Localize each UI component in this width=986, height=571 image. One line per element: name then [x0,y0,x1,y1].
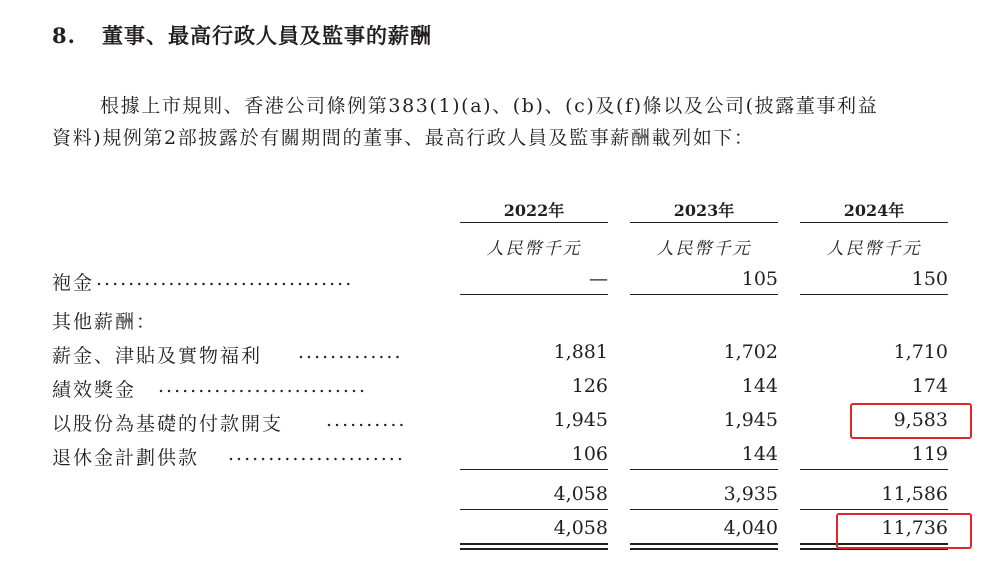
row-label-salaries: 薪金、津貼及實物福利 [52,345,263,367]
subtotal-rule-2023 [630,509,778,510]
pension-rule-2023 [630,469,778,470]
fees-rule-2022 [460,294,608,295]
unit-label-2023: 人民幣千元 [656,239,752,259]
column-header-2024: 2024年 [843,201,905,220]
value-salaries-2022: 1,881 [553,341,608,363]
value-fees-2022: — [589,268,608,290]
row-label-bonus: 績效獎金 [52,379,137,401]
header-rule-2022 [460,222,608,223]
value-salaries-2023: 1,702 [723,341,778,363]
row-label-pension: 退休金計劃供款 [52,447,200,469]
row-dots-pension: ...................... [228,443,405,465]
row-dots-fees: ................................ [96,268,354,290]
highlight-box-total-2024 [836,513,972,549]
intro-paragraph-line-2: 資料)規例第2部披露於有關期間的董事、最高行政人員及監事薪酬載列如下： [52,127,755,149]
section-heading [52,20,432,50]
unit-label-2022: 人民幣千元 [486,239,582,259]
value-share-based-2023: 1,945 [723,409,778,431]
value-bonus-2022: 126 [571,375,608,397]
subtotal-rule-2022 [460,509,608,510]
highlight-box-share-based-2024 [850,403,972,439]
fees-rule-2023 [630,294,778,295]
row-dots-share-based: .......... [326,409,407,431]
column-header-2022: 2022年 [503,201,565,220]
unit-label-2024: 人民幣千元 [826,239,922,259]
value-total-2023: 4,040 [723,517,778,539]
section-title: 董事、最高行政人員及監事的薪酬 [102,23,432,48]
row-dots-bonus: .......................... [158,375,368,397]
value-bonus-2023: 144 [741,375,778,397]
value-pension-2024: 119 [911,443,948,465]
value-share-based-2024: 9,583 [893,409,948,431]
subtotal-rule-2024 [800,509,948,510]
total-double-rule-2022 [460,543,608,550]
header-rule-2024 [800,222,948,223]
value-subtotal-2023: 3,935 [723,483,778,505]
value-pension-2023: 144 [741,443,778,465]
value-subtotal-2024: 11,586 [881,483,948,505]
pension-rule-2022 [460,469,608,470]
value-total-2024: 11,736 [881,517,948,539]
row-label-fees: 袍金 [52,272,95,294]
intro-paragraph-line-1: 根據上市規則、香港公司條例第383(1)(a)、(b)、(c)及(f)條以及公司(披露董事利益 [100,95,879,117]
row-dots-salaries: ............. [298,341,403,363]
value-salaries-2024: 1,710 [893,341,948,363]
value-pension-2022: 106 [571,443,608,465]
value-fees-2024: 150 [911,268,948,290]
section-number: 8. [52,23,76,48]
column-header-2023: 2023年 [673,201,735,220]
value-subtotal-2022: 4,058 [553,483,608,505]
value-fees-2023: 105 [741,268,778,290]
value-total-2022: 4,058 [553,517,608,539]
value-bonus-2024: 174 [911,375,948,397]
row-label-other-remuneration: 其他薪酬： [52,311,158,333]
header-rule-2023 [630,222,778,223]
total-double-rule-2023 [630,543,778,550]
row-label-share-based: 以股份為基礎的付款開支 [52,413,284,435]
fees-rule-2024 [800,294,948,295]
pension-rule-2024 [800,469,948,470]
value-share-based-2022: 1,945 [553,409,608,431]
